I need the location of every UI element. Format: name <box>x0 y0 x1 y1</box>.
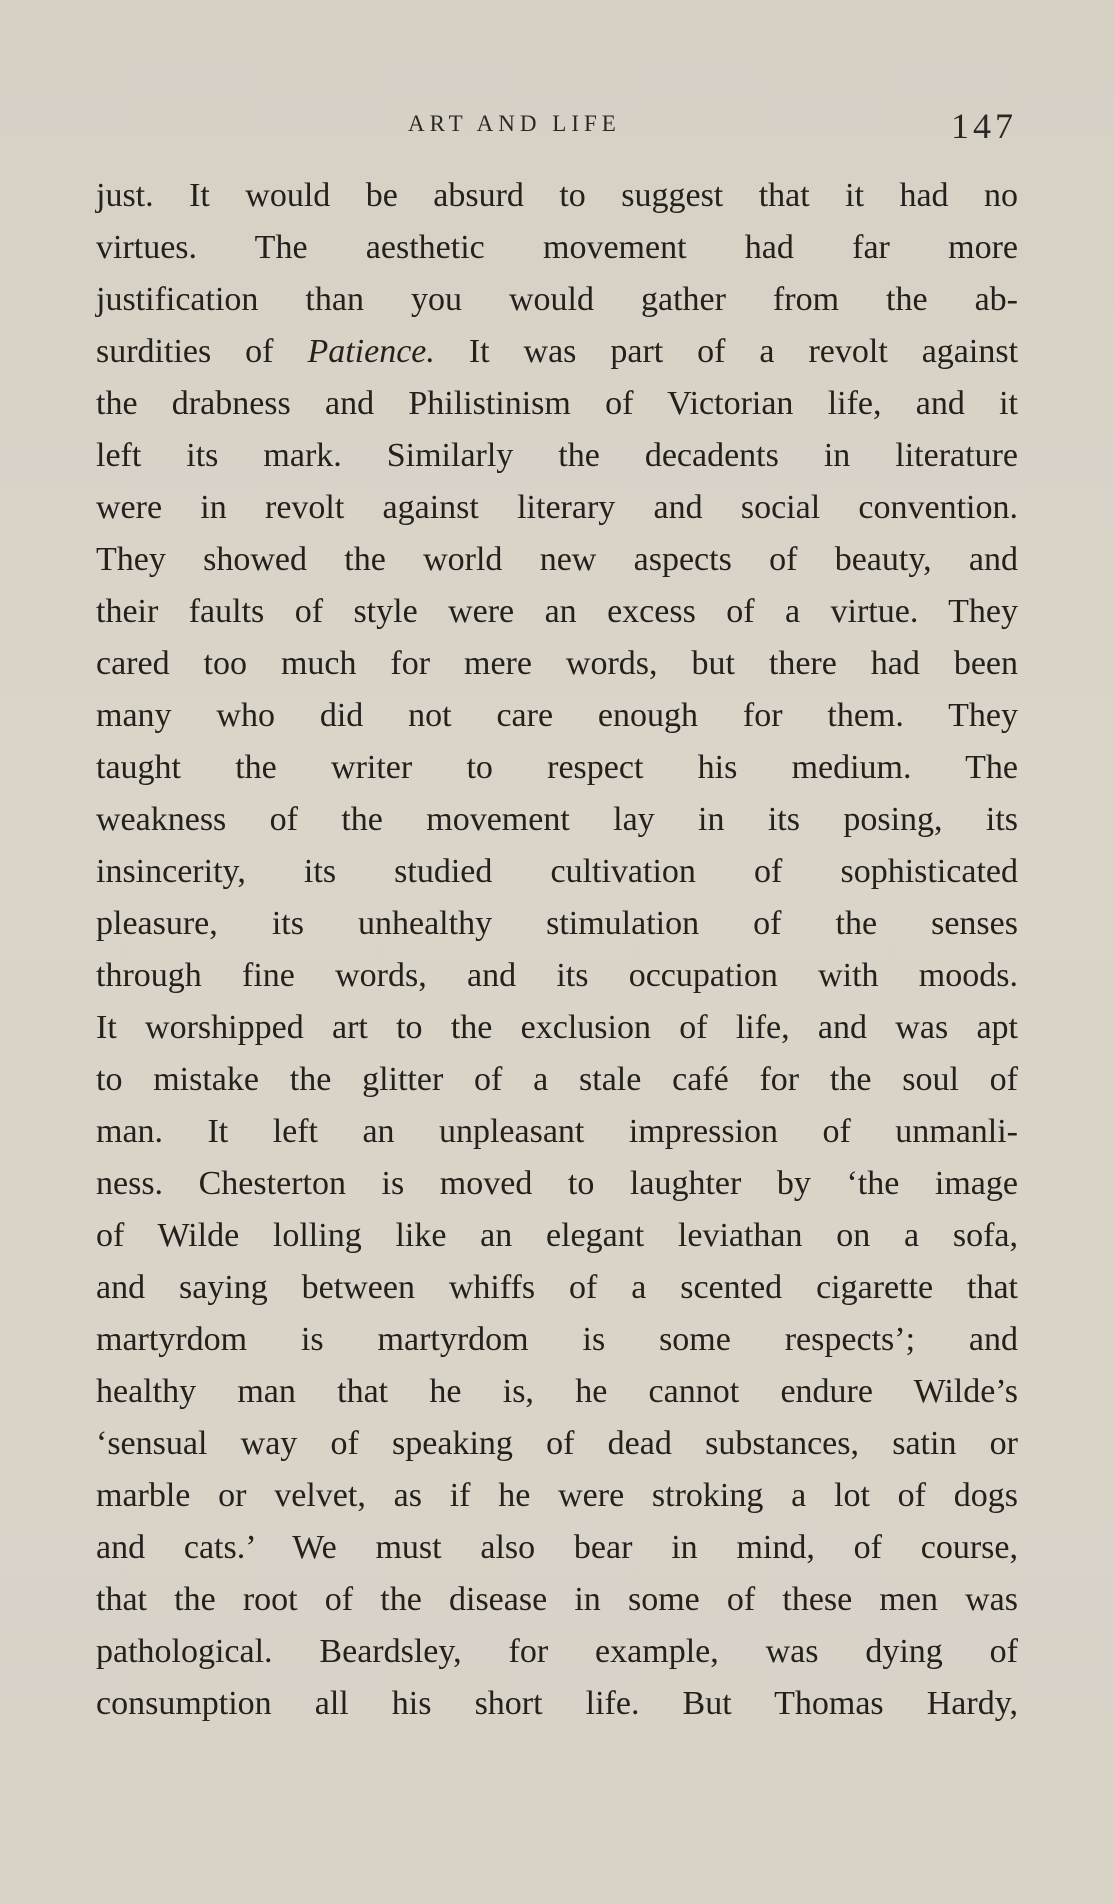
text-line: and saying between whiffs of a scented cigarette that <box>96 1269 1018 1306</box>
text-line: healthy man that he is, he cannot endure Wilde’s <box>96 1373 1018 1410</box>
text-line: consumption all his short life. But Thomas Hardy, <box>96 1685 1018 1722</box>
text-line: the drabness and Philistinism of Victorian life, and it <box>96 385 1018 422</box>
text-line: of Wilde lolling like an elegant leviathan on a sofa, <box>96 1217 1018 1254</box>
text-line: pathological. Beardsley, for example, was dying of <box>96 1633 1018 1670</box>
text-line: many who did not care enough for them. They <box>96 697 1018 734</box>
page-number: 147 <box>951 106 1017 146</box>
text-line: to mistake the glitter of a stale café for the soul of <box>96 1061 1018 1098</box>
text-line: ness. Chesterton is moved to laughter by ‘the image <box>96 1165 1018 1202</box>
text-line: through fine words, and its occupation with moods. <box>96 957 1018 994</box>
text-line-with-italic-title <box>96 326 1018 378</box>
text-line: and cats.’ We must also bear in mind, of course, <box>96 1529 1018 1566</box>
line-suffix: It was part of a revolt against <box>468 333 1019 370</box>
text-line: justification than you would gather from the ab- <box>96 281 1018 318</box>
running-head <box>0 105 1114 145</box>
text-line: martyrdom is martyrdom is some respects’; and <box>96 1321 1018 1358</box>
line-prefix: surdities of <box>96 333 274 370</box>
text-line: It worshipped art to the exclusion of life, and was apt <box>96 1009 1018 1046</box>
text-line: insincerity, its studied cultivation of sophisticated <box>96 853 1018 890</box>
text-line: were in revolt against literary and social convention. <box>96 489 1018 526</box>
text-line: pleasure, its unhealthy stimulation of the senses <box>96 905 1018 942</box>
text-line: marble or velvet, as if he were stroking a lot of dogs <box>96 1477 1018 1514</box>
text-line: taught the writer to respect his medium. The <box>96 749 1018 786</box>
text-line: left its mark. Similarly the decadents in literature <box>96 437 1018 474</box>
text-line: cared too much for mere words, but there had been <box>96 645 1018 682</box>
text-line: weakness of the movement lay in its posing, its <box>96 801 1018 838</box>
text-line: their faults of style were an excess of a virtue. They <box>96 593 1018 630</box>
text-line: that the root of the disease in some of these men was <box>96 1581 1018 1618</box>
body-text <box>96 170 1018 1730</box>
running-title: ART AND LIFE <box>408 111 621 136</box>
text-line: man. It left an unpleasant impression of unmanli- <box>96 1113 1018 1150</box>
text-line: ‘sensual way of speaking of dead substances, satin or <box>96 1425 1018 1462</box>
text-line: just. It would be absurd to suggest that it had no <box>96 177 1018 214</box>
text-line: virtues. The aesthetic movement had far more <box>96 229 1018 266</box>
text-line: They showed the world new aspects of beauty, and <box>96 541 1018 578</box>
italic-title-patience: Patience. <box>307 333 435 370</box>
